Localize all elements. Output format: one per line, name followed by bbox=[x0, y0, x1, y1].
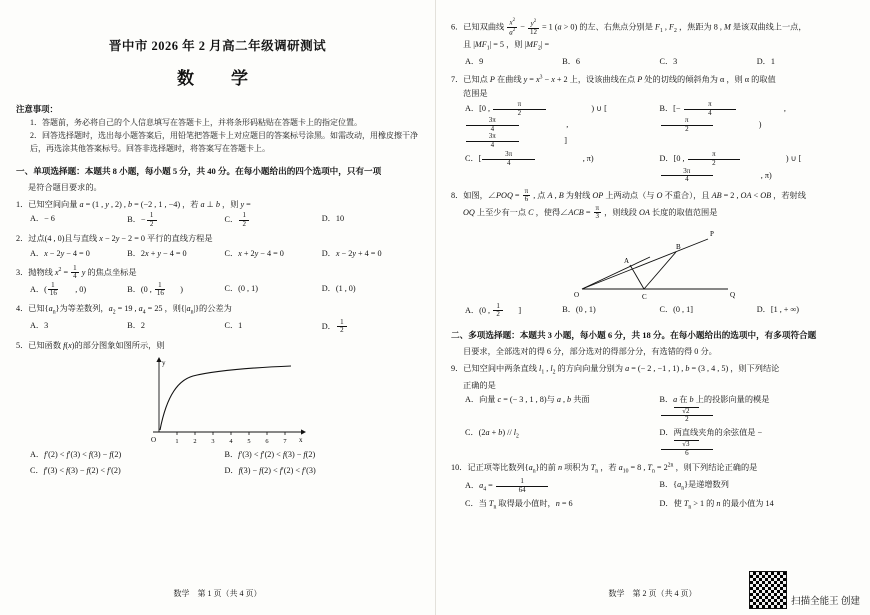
svg-text:7: 7 bbox=[282, 438, 287, 446]
q4-option-d[interactable]: D． $\frac{1}{2}$ bbox=[322, 319, 419, 335]
q6-option-d[interactable]: D．1 bbox=[756, 56, 775, 66]
scan-label: 扫描全能王 创建 bbox=[791, 597, 860, 607]
question-10-options-row2[interactable] bbox=[451, 497, 854, 513]
notice-heading: 注意事项： bbox=[16, 105, 58, 114]
question-5-options-row1[interactable] bbox=[16, 448, 419, 462]
svg-text:3: 3 bbox=[210, 438, 215, 446]
q4-option-a[interactable]: A．3 bbox=[30, 320, 49, 330]
q3-option-b[interactable]: B．(0 , $\frac{1}{16}$ ) bbox=[127, 280, 183, 298]
svg-text:P: P bbox=[709, 229, 714, 238]
q9-option-c[interactable]: C．$(2a + b) // l_2$ bbox=[465, 428, 519, 440]
svg-text:B: B bbox=[675, 242, 681, 251]
section-2-heading-cont: 目要求，全部选对的得 6 分，部分选对的得部分分，有选错的得 0 分。 bbox=[463, 346, 717, 356]
svg-text:y: y bbox=[161, 359, 165, 368]
question-3-options[interactable] bbox=[16, 282, 419, 298]
question-10-options-row1[interactable] bbox=[451, 478, 854, 495]
question-2-text: 2．过点(4 , 0)且与直线 x − 2y − 2 = 0 平行的直线方程是 bbox=[16, 234, 213, 244]
question-1-options[interactable] bbox=[16, 212, 419, 228]
q9-option-a[interactable]: A．向量 c = (− 3 , 1 , 8)与 a , b 共面 bbox=[465, 395, 590, 404]
svg-text:O: O bbox=[573, 290, 579, 299]
page-footer-left: 数学 第 1 页（共 4 页） bbox=[173, 589, 262, 598]
question-10-text: 10．记正项等比数列$\{a_n\}$的前 n 项积为 $T_n$ ，若 $a_{10} = 8$ , $T_n = 2^{2n}$ ，则下列结论正确的是 bbox=[451, 462, 758, 475]
q4-option-c[interactable]: C．1 bbox=[224, 320, 243, 330]
q7-option-c[interactable]: C．[ $\frac{3\pi}{4}$ , π) bbox=[465, 150, 594, 167]
q5-option-c[interactable]: C．f′(3) < f(3) − f(2) < f′(2) bbox=[30, 466, 121, 476]
svg-text:Q: Q bbox=[729, 290, 735, 299]
question-1-text: 1．已知空间向量 a = (1 , y , 2) , b = (−2 , 1 , −4) ，若 a ⊥ b ，则 y = bbox=[16, 200, 251, 210]
question-7-options-row2[interactable] bbox=[451, 151, 854, 183]
question-9-options-row1[interactable] bbox=[451, 393, 854, 424]
q7-option-b[interactable]: B．[− $\frac{\pi}{4}$ , $\frac{\pi}{2}$ ) bbox=[659, 100, 786, 133]
question-7-text: 7．已知点 P 在曲线 $y = x^3 - x + 2$ 上，设该曲线在点 P 处的切线的倾斜角为 α ，则 α 的取值 bbox=[451, 73, 776, 84]
q3-option-d[interactable]: D．(1 , 0) bbox=[321, 283, 356, 293]
subject-title: 数 学 bbox=[177, 69, 258, 88]
q2-option-c[interactable]: C．x + 2y − 4 = 0 bbox=[224, 248, 284, 258]
question-8-text-cont: OQ 上至少有一点 C ，使得∠ACB = $\frac{\pi}{3}$ ，则线段 OA 长度的取值范围是 bbox=[463, 203, 718, 221]
q8-option-b[interactable]: B．(0 , 1) bbox=[562, 304, 596, 314]
figure-q8 bbox=[451, 223, 854, 301]
q2-option-a[interactable]: A．x − 2y − 4 = 0 bbox=[30, 248, 90, 258]
q1-option-b[interactable]: B．− $\frac{1}{2}$ bbox=[127, 212, 224, 228]
q8-option-c[interactable]: C．(0 , 1] bbox=[659, 304, 693, 314]
figure-q5 bbox=[16, 354, 419, 446]
q9-option-b[interactable]: B．a 在 b 上的投影向量的模是 $\frac{√2}{2}$ bbox=[659, 395, 770, 424]
q1-option-c[interactable]: C． $\frac{1}{2}$ bbox=[225, 212, 322, 228]
page-column-right bbox=[435, 0, 870, 615]
question-9-text-cont: 正确的是 bbox=[463, 380, 496, 390]
question-9-text: 9．已知空间中两条直线 $l_1$ , $l_2$ 的方向向量分别为 a = (− 2 , −1 , 1) , b = (3 , 4 , 5) ，则下列结论 bbox=[451, 363, 780, 376]
q10-option-c[interactable]: C．当 $T_n$ 取得最小值时，n = 6 bbox=[465, 499, 573, 511]
q9-option-d[interactable]: D．两直线夹角的余弦值是 − $\frac{√3}{6}$ bbox=[659, 428, 763, 457]
q4-option-b[interactable]: B．2 bbox=[127, 320, 145, 330]
notice-item-2: 2．回答选择题时，选出每小题答案后，用铅笔把答题卡上对应题目的答案标号涂黑。如需改动，用橡皮擦干净后，再选涂其他答案标号。回答非选择题时，将答案写在答题卡上。 bbox=[30, 131, 418, 153]
svg-text:6: 6 bbox=[264, 438, 269, 446]
svg-text:2: 2 bbox=[192, 438, 197, 446]
section-2-heading: 二、多项选择题：本题共 3 小题，每小题 6 分，共 18 分。在每小题给出的选项中，有多项符合题 bbox=[451, 329, 817, 340]
q2-option-d[interactable]: D．x − 2y + 4 = 0 bbox=[321, 248, 382, 258]
q8-option-d[interactable]: D．[1 , + ∞) bbox=[756, 304, 800, 314]
question-3-text: 3．抛物线 $x^2$ = $\frac{1}{4}$ y 的焦点坐标是 bbox=[16, 263, 137, 281]
question-8-text: 8．如图，∠POQ = $\frac{\pi}{6}$ , 点 A , B 为射线 OP 上两动点（与 O 不重合），且 AB = 2 , OA < OB ，若射线 bbox=[451, 186, 806, 204]
q5-option-b[interactable]: B．f′(3) < f′(2) < f(3) − f(2) bbox=[224, 450, 316, 460]
q1-option-d[interactable]: D．10 bbox=[321, 214, 345, 224]
q6-option-b[interactable]: B．6 bbox=[562, 56, 580, 66]
question-8-options[interactable] bbox=[451, 303, 854, 319]
question-6-text: 6．已知双曲线 $\frac{x^2}{a^2}$ − $\frac{y^2}{12}$ = 1 (a > 0) 的左、右焦点分别是 $F_1$ , $F_2$ ，焦距为 8 , M 是该双曲线上一点， bbox=[451, 18, 807, 37]
question-4-text: 4．已知$\{a_n\}$为等差数列，$a_2 = 19$ , $a_4 = 25$ ，则$\{|a_n|\}$的公差为 bbox=[16, 303, 232, 316]
question-5-options-row2[interactable] bbox=[16, 464, 419, 478]
section-1-heading-cont: 是符合题目要求的。 bbox=[28, 182, 102, 192]
q2-option-b[interactable]: B．2x + y − 4 = 0 bbox=[127, 248, 187, 258]
q7-option-a[interactable]: A．[0 , $\frac{\pi}{2}$ ) ∪ [ $\frac{3\pi}{4}$ , $\frac{3\pi}{4}$ ] bbox=[465, 100, 607, 149]
question-2-options[interactable] bbox=[16, 247, 419, 261]
section-1-heading: 一、单项选择题：本题共 8 小题，每小题 5 分，共 40 分。在每小题给出的四个选项中，只有一项 bbox=[16, 166, 382, 177]
svg-text:O: O bbox=[150, 436, 156, 445]
svg-text:A: A bbox=[623, 256, 629, 265]
question-5-text: 5．已知函数 f(x)的部分图象如图所示，则 bbox=[16, 340, 165, 350]
q3-option-c[interactable]: C．(0 , 1) bbox=[224, 283, 258, 293]
question-6-text-cont: 且 $|MF_1| = 5$ ，则 $|MF_2|$ = bbox=[463, 39, 550, 52]
q10-option-d[interactable]: D．使 $T_n > 1$ 的 n 的最小值为 14 bbox=[659, 499, 774, 511]
question-6-options[interactable] bbox=[451, 55, 854, 69]
scan-watermark bbox=[749, 571, 860, 609]
angle-diagram-q8 bbox=[558, 223, 748, 301]
question-7-options-row1[interactable] bbox=[451, 101, 854, 149]
q10-option-b[interactable]: B．$\{a_n\}$是递增数列 bbox=[659, 479, 729, 492]
svg-text:C: C bbox=[641, 292, 647, 301]
q3-option-a[interactable]: A．( $\frac{1}{16}$ , 0) bbox=[30, 280, 87, 298]
page-title: 晋中市 2026 年 2 月高二年级调研测试 bbox=[108, 39, 327, 53]
question-4-options[interactable] bbox=[16, 319, 419, 335]
page-footer-right: 数学 第 2 页（共 4 页） bbox=[608, 589, 697, 598]
notice-item-1: 1．答题前，务必将自己的个人信息填写在答题卡上，并将条形码粘贴在答题卡上的指定位置。 bbox=[30, 118, 362, 127]
svg-text:4: 4 bbox=[228, 438, 233, 446]
q6-option-c[interactable]: C．3 bbox=[659, 56, 678, 66]
q8-option-a[interactable]: A．(0 , $\frac{1}{2}$ ] bbox=[465, 301, 522, 319]
question-7-text-cont: 范围是 bbox=[463, 88, 488, 98]
svg-text:5: 5 bbox=[246, 438, 251, 446]
q10-option-a[interactable]: A．$a_4$ = $\frac{1}{64}$ bbox=[465, 478, 660, 495]
question-9-options-row2[interactable] bbox=[451, 426, 854, 457]
svg-text:x: x bbox=[298, 436, 302, 445]
q5-option-d[interactable]: D．f(3) − f(2) < f′(2) < f′(3) bbox=[224, 466, 316, 476]
svg-text:1: 1 bbox=[174, 438, 179, 446]
qr-code-icon bbox=[749, 571, 787, 609]
q7-option-d[interactable]: D．[0 , $\frac{\pi}{2}$ ) ∪ [ $\frac{3\pi}{4}$ , π) bbox=[659, 150, 802, 184]
q6-option-a[interactable]: A．9 bbox=[465, 56, 484, 66]
q1-option-a[interactable]: A．− 6 bbox=[30, 214, 55, 224]
function-graph-q5 bbox=[113, 354, 323, 446]
q5-option-a[interactable]: A．f′(2) < f′(3) < f(3) − f(2) bbox=[30, 450, 122, 460]
